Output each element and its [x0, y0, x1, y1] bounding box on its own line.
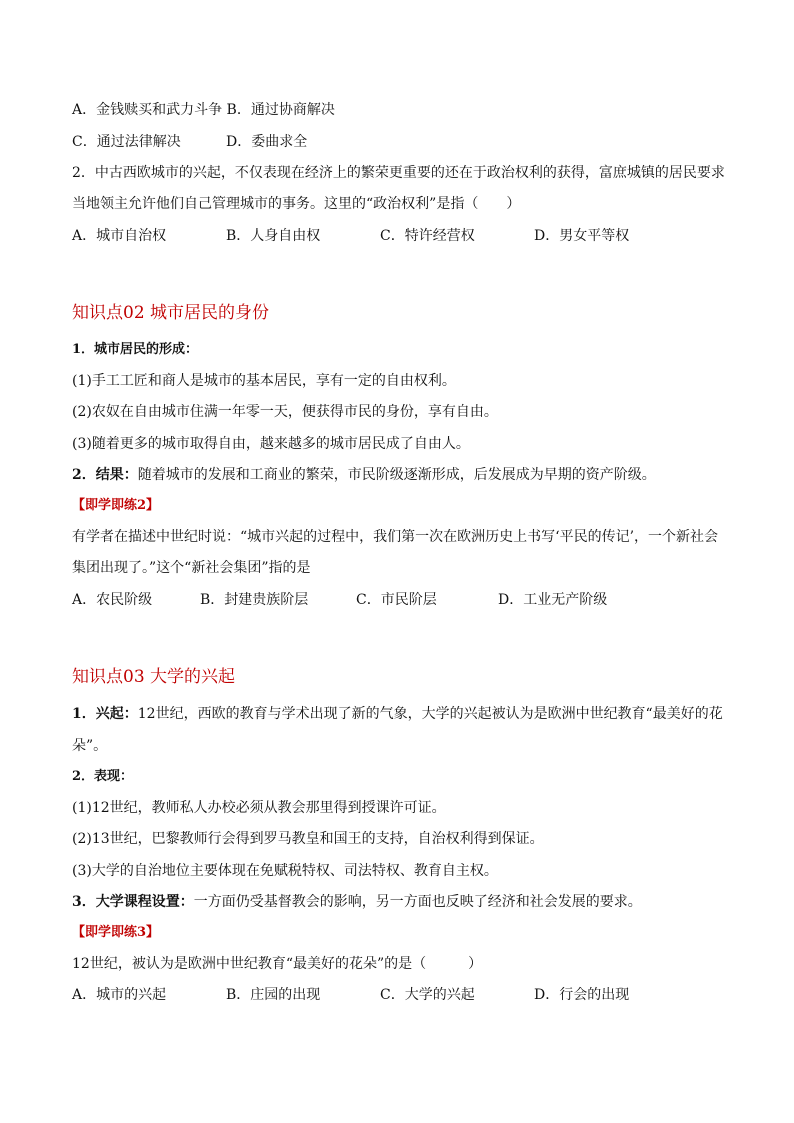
- question-2-option-b: B．人身自由权: [226, 228, 321, 244]
- section-2-result: [72, 465, 656, 485]
- practice-2-option-d: D．工业无产阶级: [498, 592, 608, 608]
- practice-2-line-2: 集团出现了。”这个“新社会集团”指的是: [72, 560, 311, 576]
- section-3-item-1: (1)12世纪，教师私人办校必须从教会那里得到授课许可证。: [72, 800, 446, 816]
- practice-2-option-b: B．封建贵族阶层: [200, 592, 309, 608]
- section-2-heading: 知识点02 城市居民的身份: [72, 303, 270, 323]
- practice-2-option-c: C．市民阶层: [356, 592, 437, 608]
- practice-2-line-1: 有学者在描述中世纪时说：“城市兴起的过程中，我们第一次在欧洲历史上书写‘平民的传记’，一个新社会: [72, 529, 719, 545]
- question-2-line-2: 当地领主允许他们自己管理城市的事务。这里的“政治权利”是指（ ）: [72, 196, 521, 212]
- question-2-line-1: 2．中古西欧城市的兴起，不仅表现在经济上的繁荣更重要的还在于政治权利的获得，富庶城镇的居民要求: [72, 165, 725, 181]
- section-3-heading: 知识点03 大学的兴起: [72, 667, 236, 687]
- top-option-d: D．委曲求全: [226, 134, 308, 150]
- practice-3-option-b: B．庄园的出现: [226, 987, 321, 1003]
- section-2-point-1-label: 1．城市居民的形成：: [72, 342, 199, 357]
- section-3-item-2: (2)13世纪，巴黎教师行会得到罗马教皇和国王的支持，自治权利得到保证。: [72, 831, 544, 847]
- top-option-c: C．通过法律解决: [72, 134, 181, 150]
- section-2-item-1: (1)手工工匠和商人是城市的基本居民，享有一定的自由权利。: [72, 373, 456, 389]
- section-3-curriculum-text: 一方面仍受基督教会的影响，另一方面也反映了经济和社会发展的要求。: [193, 894, 642, 910]
- practice-3-label: 【即学即练3】: [72, 925, 160, 940]
- practice-3-option-d: D．行会的出现: [534, 987, 630, 1003]
- question-2-option-d: D．男女平等权: [534, 228, 630, 244]
- top-option-line-1: A．金钱赎买和武力斗争 B．通过协商解决: [72, 102, 335, 118]
- practice-2-label: 【即学即练2】: [72, 498, 160, 513]
- practice-2-option-a: A．农民阶级: [72, 592, 153, 608]
- section-3-rise-label: 1．兴起：: [72, 706, 138, 722]
- section-3-item-3: (3)大学的自治地位主要体现在免赋税特权、司法特权、教育自主权。: [72, 863, 498, 879]
- section-3-rise: [72, 704, 723, 724]
- section-3-performance-label: 2．表现：: [72, 769, 134, 784]
- section-2-item-3: (3)随着更多的城市取得自由，越来越多的城市居民成了自由人。: [72, 436, 470, 452]
- question-2-option-a: A．城市自治权: [72, 228, 167, 244]
- practice-3-question: 12世纪，被认为是欧洲中世纪教育“最美好的花朵”的是（ ）: [72, 956, 483, 972]
- question-2-option-c: C．特许经营权: [380, 228, 475, 244]
- section-2-item-2: (2)农奴在自由城市住满一年零一天，便获得市民的身份，享有自由。: [72, 404, 498, 420]
- practice-3-option-a: A．城市的兴起: [72, 987, 167, 1003]
- section-2-result-text: 随着城市的发展和工商业的繁荣，市民阶级逐渐形成，后发展成为早期的资产阶级。: [137, 467, 656, 483]
- practice-3-option-c: C．大学的兴起: [380, 987, 475, 1003]
- section-3-curriculum-label: 3．大学课程设置：: [72, 894, 194, 910]
- section-3-rise-cont: 朵”。: [72, 738, 108, 754]
- section-3-curriculum: [72, 892, 642, 912]
- section-3-rise-text: 12世纪，西欧的教育与学术出现了新的气象，大学的兴起被认为是欧洲中世纪教育“最美好的花: [137, 706, 723, 722]
- section-2-result-label: 2．结果：: [72, 467, 138, 483]
